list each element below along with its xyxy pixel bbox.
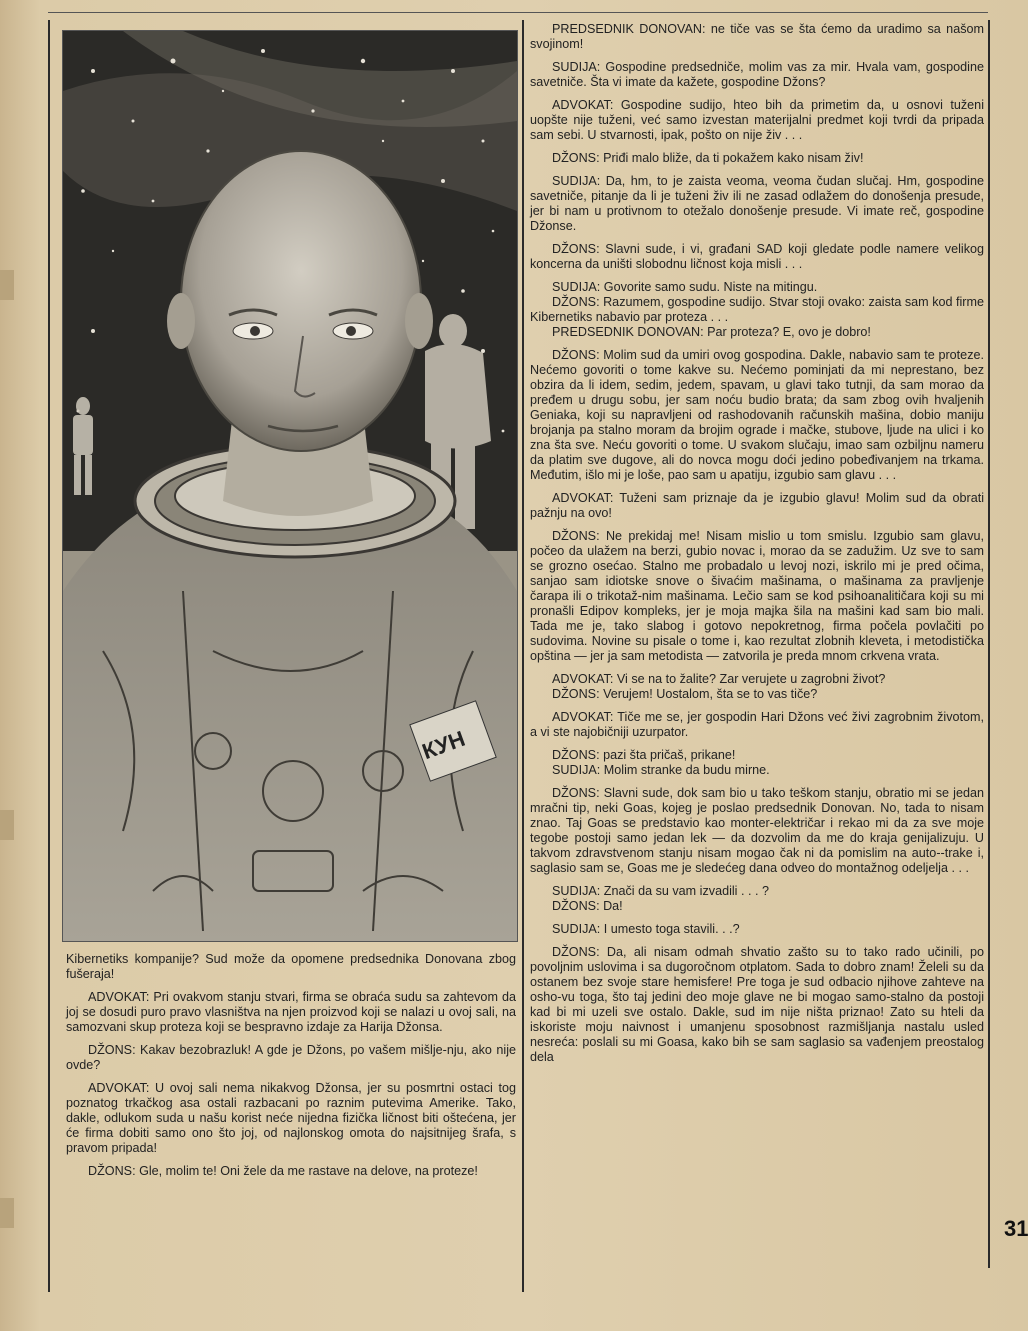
paragraph: DŽONS: Kakav bezobrazluk! A gde je Džons, po vašem mišlje-nju, ako nije ovde? bbox=[66, 1043, 516, 1072]
paragraph: ADVOKAT: U ovoj sali nema nikakvog Džonsa, jer su posmrtni ostaci tog poznatog trkačkog asa ostali razbacani po raznim putevima Amerike. Tako, dakle, odlukom suda u našu korist neće nijedna fizička ličnost biti oštećena, jer će firma dobiti samo ono što joj, od najlonskog omota do najsitnijeg šrafa, s pravom pripada! bbox=[66, 1081, 516, 1155]
binding-mark bbox=[0, 810, 14, 840]
right-column-text bbox=[530, 22, 984, 1073]
top-border-rule bbox=[48, 12, 988, 13]
paragraph: SUDIJA: Znači da su vam izvadili . . . ? bbox=[552, 884, 769, 898]
column-divider-rule bbox=[522, 20, 524, 1292]
paragraph: SUDIJA: Govorite samo sudu. Niste na mitingu. bbox=[552, 280, 818, 294]
binding-mark bbox=[0, 270, 14, 300]
left-border-rule bbox=[48, 20, 50, 1292]
suit-lettering: КУН bbox=[418, 725, 469, 765]
paragraph: Kibernetiks kompanije? Sud može da opomene predsednika Donovana zbog fušeraja! bbox=[66, 952, 516, 981]
astronaut-portrait-illustration bbox=[62, 30, 518, 942]
paragraph: ADVOKAT: Vi se na to žalite? Zar verujete u zagrobni život? bbox=[552, 672, 886, 686]
paragraph: DŽONS: Priđi malo bliže, da ti pokažem kako nisam živ! bbox=[552, 151, 864, 165]
left-column-text bbox=[66, 952, 516, 1187]
right-border-rule bbox=[988, 20, 990, 1268]
paragraph: PREDSEDNIK DONOVAN: ne tiče vas se šta ćemo da uradimo sa našom svojinom! bbox=[530, 22, 984, 51]
paragraph: DŽONS: Molim sud da umiri ovog gospodina. Dakle, nabavio sam te proteze. Nećemo govoriti o tome kakve su. Nećemo pominjati da mi neprestano, bez obzira da li idem, sedim, jedem, spavam, u glavi tako tutnji, da sam morao da pređem u drugu sobu, jer sam noću budio brata; da sam zbog ovih hvaljenih Geniaka, koji su napravljeni od rashodovanih računskih mašina, dobio maniju brojanja pa stalno moram da brojim ograde i mačke, stubove, ljude na ulici i ko zna šta sve. Neću govoriti o tome. U svakom slučaju, imao sam ozbiljnu nameru da platim sve dugove, ali do novca mogu doći jedino pobeđivanjem na trkama. Međutim, išlo mi je loše, pao sam u apatiju, izgubio sam glavu . . . bbox=[530, 348, 984, 482]
paragraph: DŽONS: Slavni sude, dok sam bio u tako teškom stanju, obratio mi se jedan mračni tip, neki Goas, kojeg je poslao predsednik Donovan. No, tada to nisam znao. Taj Goas se predstavio kao monter-električar i rekao mi da za sve moje tegobe postoji samo jedan lek — da dozvolim da me do kraja genijalizuju. U takvom zdravstvenom stanju nisam mogao čak ni da pomislim na auto--trake i, saglasio sam se, Goas me je sledećeg dana odveo do montažnog odeljelja . . . bbox=[530, 786, 984, 875]
paragraph: ADVOKAT: Gospodine sudijo, hteo bih da primetim da, u osnovi tuženi uopšte nije tuženi, već samo izvestan materijalni predmet koji tvrdi da pripada sam sebi. U stvarnosti, ipak, pošto on nije živ . . . bbox=[530, 98, 984, 142]
paragraph: DŽONS: Gle, molim te! Oni žele da me rastave na delove, na proteze! bbox=[88, 1164, 478, 1178]
paragraph: SUDIJA: Da, hm, to je zaista veoma, veoma čudan slučaj. Hm, gospodine savetniče, pitanje da li je tuženi živ ili ne zasad odlažem do donošenja presude, jer bi nam u protivnom to otežalo donošenje presude. Vi imate reč, gospodine Džonse. bbox=[530, 174, 984, 233]
paragraph: DŽONS: Ne prekidaj me! Nisam mislio u tom smislu. Izgubio sam glavu, počeo da ulažem na berzi, gubio novac i, morao da se zadužim. Uz sve to sam se grozno osećao. Stalno me probadalo u levoj nozi, iskrilo mi je pred očima, sanjao sam idiotske snove o šivaćim mašinama, o mašinama za pravljenje čarapa ili o trikotaž-nim mašinama. Lečio sam se kod psihoanalitičara koji su mi pronašli Edipov kompleks, jer je moja majka šila na mašini kad sam bio mali. Tada me je, tako slabog i gotovo nepokretnog, firma počela povlačiti po sudovima. Novine su pisale o tome i, kao rezultat zlobnih kleveta, i metodistička opština — jer ja sam metodista — zatvorila je preda mnom crkvena vrata. bbox=[530, 529, 984, 663]
binding-mark bbox=[0, 1198, 14, 1228]
paragraph: DŽONS: Verujem! Uostalom, šta se to vas tiče? bbox=[552, 687, 818, 701]
paragraph: SUDIJA: Molim stranke da budu mirne. bbox=[552, 763, 770, 777]
paragraph: PREDSEDNIK DONOVAN: Par proteza? E, ovo je dobro! bbox=[552, 325, 871, 339]
paragraph: SUDIJA: Gospodine predsedniče, molim vas za mir. Hvala vam, gospodine savetniče. Šta vi imate da kažete, gospodine Džons? bbox=[530, 60, 984, 89]
paragraph: DŽONS: Razumem, gospodine sudijo. Stvar stoji ovako: zaista sam kod firme Kibernetiks nabavio par proteza . . . bbox=[530, 295, 984, 324]
paragraph: DŽONS: Da, ali nisam odmah shvatio zašto su to tako rado učinili, po povoljnim uslovima i sa dugoročnom otplatom. Sada to dobro znam! Želeli su da ostanem bez svoje stare hemisfere! Pre toga je sud odbacio njihove zahteve na osho-vu toga, što taj jedini deo moje glave ne bi mogao samo-stalno da postoji kad bi mi uzeli sve ostalo. Dakle, sud im nije ništa priznao! Zato su hteli da iskoriste moju naivnost i umanjenu sposobnost razmišljanja nastalu usled nesreća: poslali su mi Goasa, kako bih se sam saglasio sa vađenjem preostalog dela bbox=[530, 945, 984, 1064]
paragraph: ADVOKAT: Tiče me se, jer gospodin Hari Džons već živi zagrobnim životom, a vi ste najobičniji uzurpator. bbox=[530, 710, 984, 739]
paragraph: ADVOKAT: Pri ovakvom stanju stvari, firma se obraća sudu sa zahtevom da joj se dosudi puro pravo vlasništva na njen proizvod koji se nalazi u ovoj sali, na samozvani skup proteza koji se bespravno izdaje za Harija Džonsa. bbox=[66, 990, 516, 1034]
paragraph: DŽONS: pazi šta pričaš, prikane! bbox=[552, 748, 736, 762]
page-number: 31 bbox=[1004, 1216, 1028, 1241]
paragraph: DŽONS: Slavni sude, i vi, građani SAD koji gledate podle namere velikog koncerna da uništi slobodnu ličnost koja misli . . . bbox=[530, 242, 984, 271]
paragraph: ADVOKAT: Tuženi sam priznaje da je izgubio glavu! Molim sud da obrati pažnju na ovo! bbox=[530, 491, 984, 520]
paragraph: DŽONS: Da! bbox=[552, 899, 623, 913]
paragraph: SUDIJA: I umesto toga stavili. . .? bbox=[552, 922, 740, 936]
